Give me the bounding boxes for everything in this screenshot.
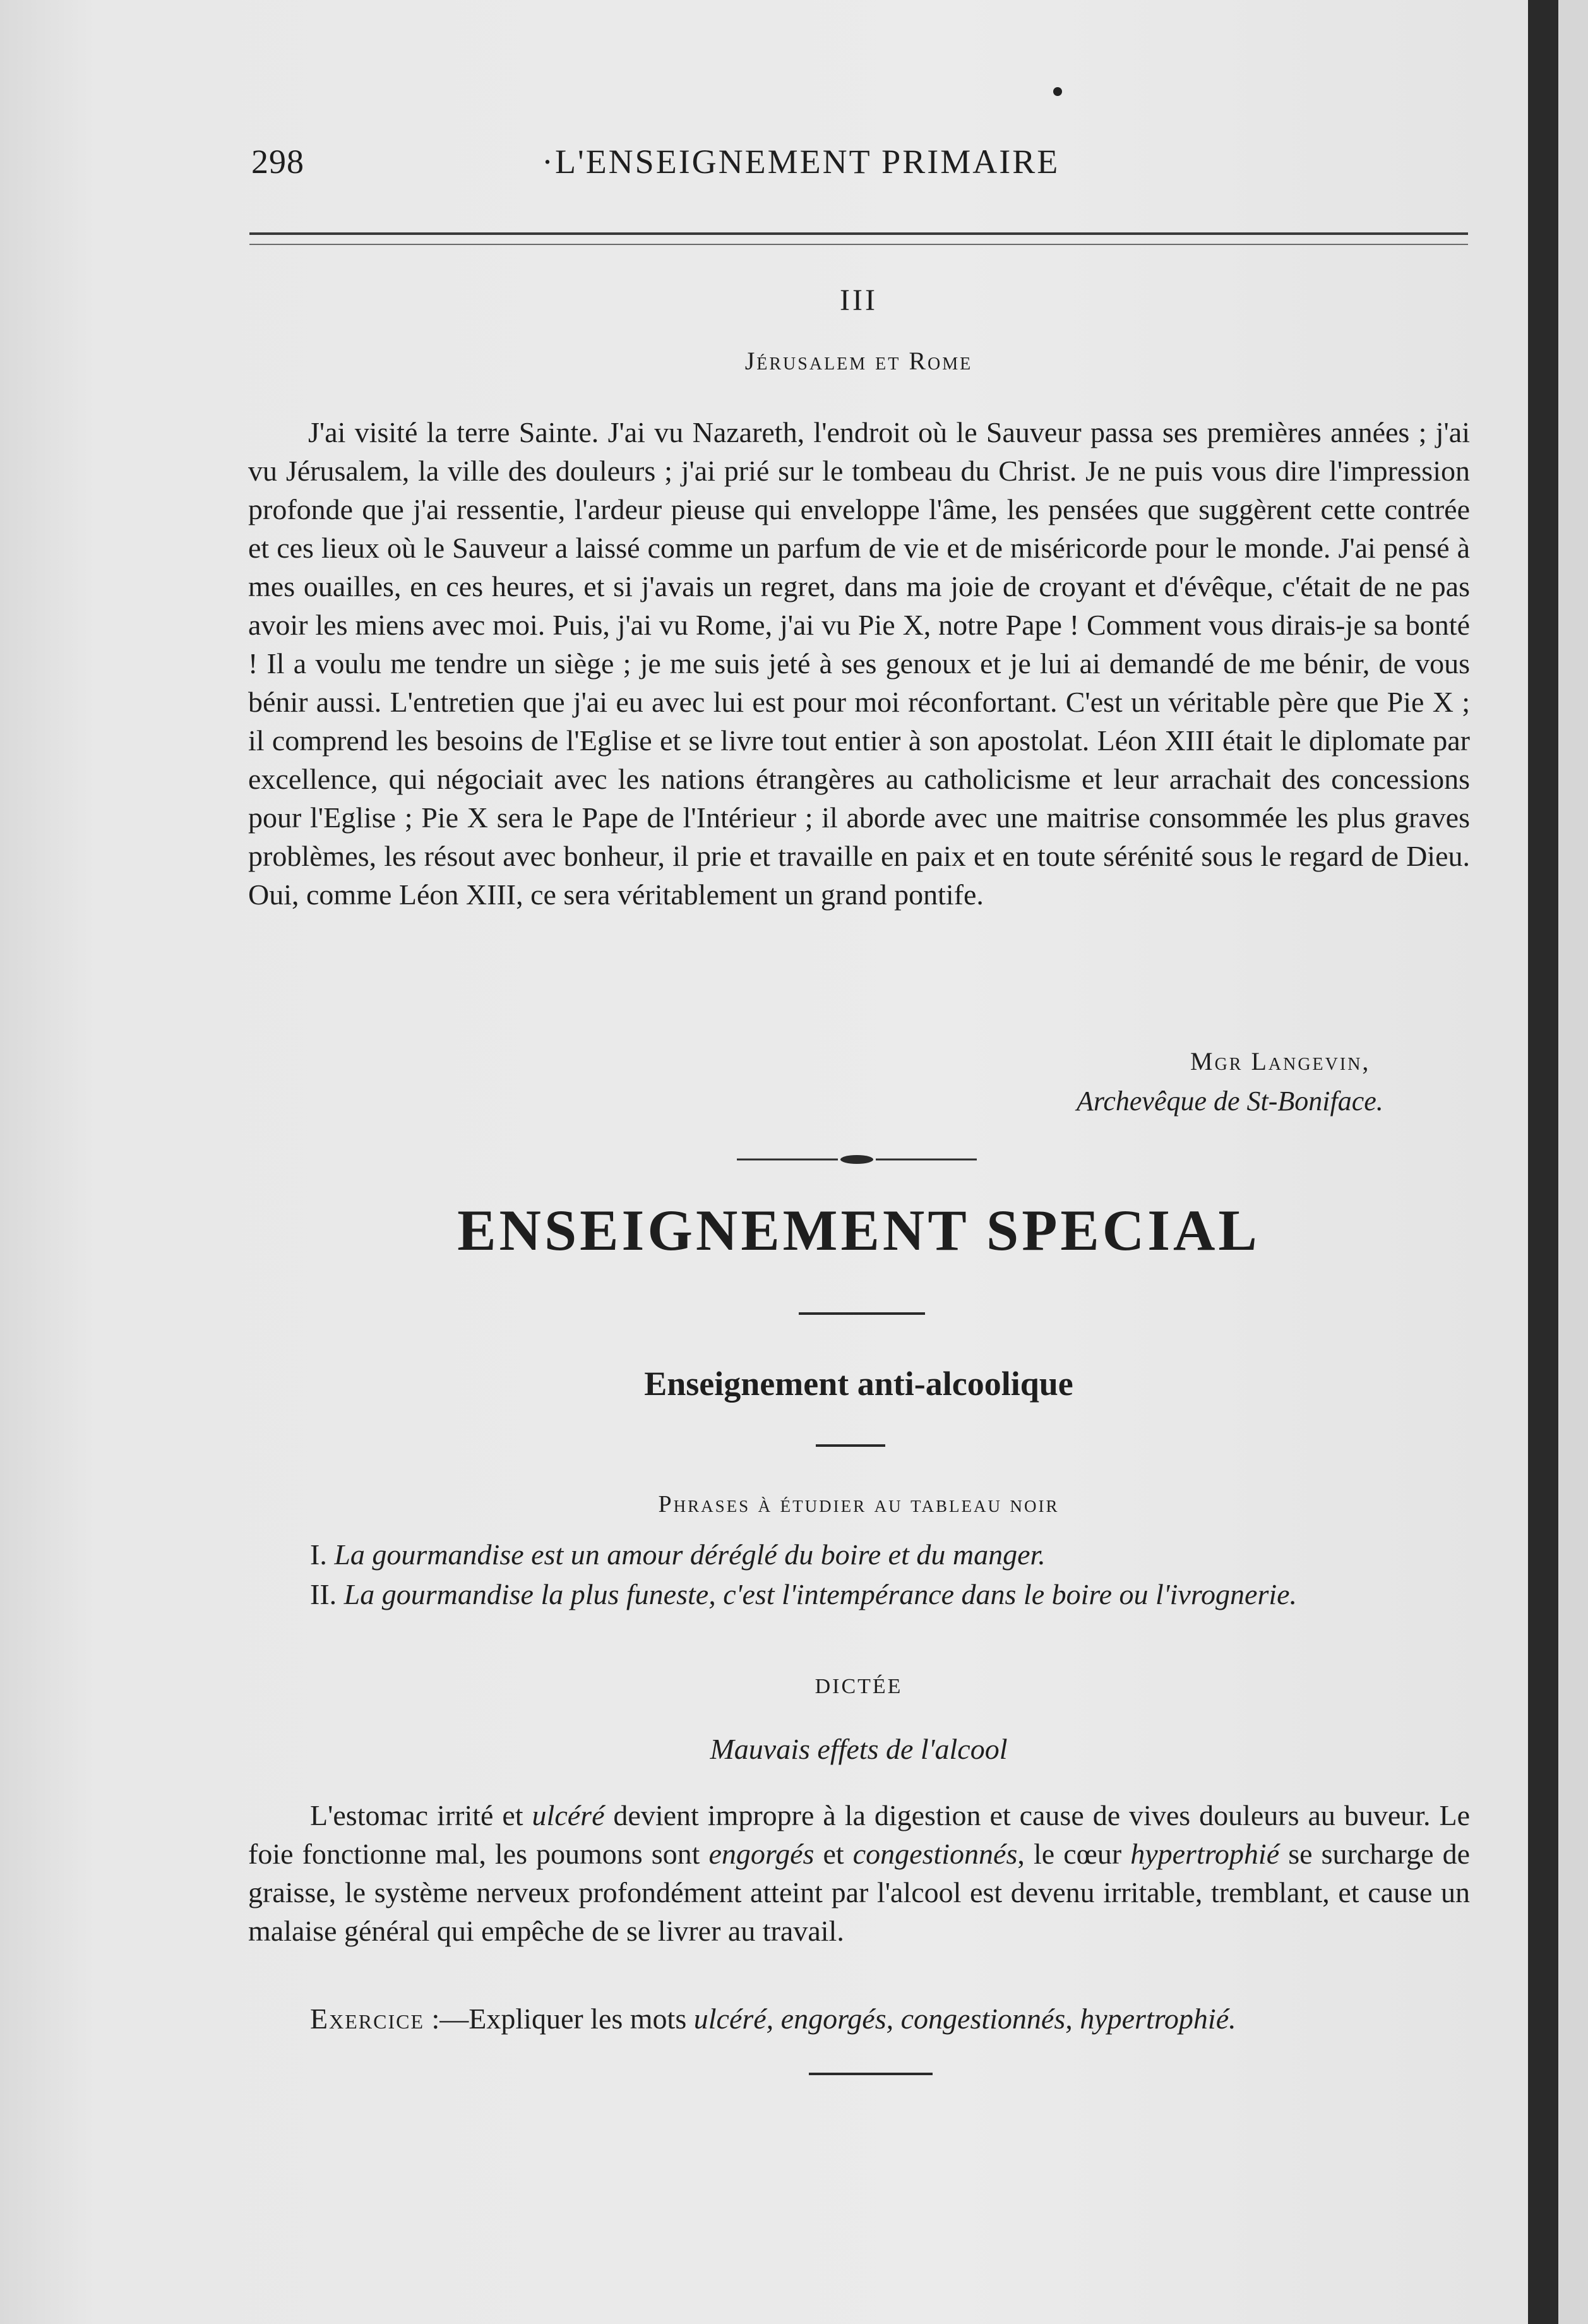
- dictee-title: Mauvais effets de l'alcool: [710, 1733, 1008, 1765]
- running-title: ·L'ENSEIGNEMENT PRIMAIRE: [542, 143, 1060, 181]
- signature-name: Mgr Langevin,: [1190, 1047, 1371, 1075]
- italic-word: ulcéré: [532, 1799, 605, 1831]
- exercise-line: [248, 1999, 1470, 2038]
- main-heading: ENSEIGNEMENT SPECIAL: [457, 1198, 1260, 1262]
- section-number: III: [840, 284, 878, 317]
- dictee-label: DICTÉE: [815, 1675, 903, 1698]
- scan-margin: [1558, 0, 1588, 2324]
- exercise-words: ulcéré, engorgés, congestionnés, hypertrophié.: [693, 2003, 1236, 2035]
- ink-dot: [1053, 87, 1062, 96]
- italic-word: hypertrophié: [1130, 1838, 1280, 1870]
- sub-heading: Enseignement anti-alcoolique: [644, 1365, 1073, 1403]
- phrase-item: [248, 1536, 1470, 1573]
- text-run: L'estomac irrité et: [310, 1799, 532, 1831]
- phrase-text: La gourmandise la plus funeste, c'est l'intempérance dans le boire ou l'ivrognerie.: [343, 1578, 1298, 1610]
- page-number: 298: [251, 143, 304, 181]
- text-run: se surcharge de graisse, le système nerveux profondément atteint par l'alcool est devenu irritable, tremblant, et cause un malaise général qui empêche de se livrer au travail.: [248, 1838, 1471, 1947]
- running-header: [251, 142, 1464, 186]
- dictee-paragraph: [248, 1796, 1470, 1950]
- text-run: devient impropre à la digestion et cause de vives douleurs au buveur. Le foie fonctionne mal, les poumons sont: [248, 1799, 1470, 1870]
- end-rule: [809, 2073, 933, 2075]
- text-run: et: [814, 1838, 853, 1870]
- text-run: , le cœur: [1017, 1838, 1131, 1870]
- phrase-number: II.: [310, 1578, 337, 1610]
- text-run: :—Expliquer les mots: [424, 2003, 694, 2035]
- letter-paragraph: J'ai visité la terre Sainte. J'ai vu Nazareth, l'endroit où le Sauveur passa ses premières années ; j'ai vu Jérusalem, la ville des douleurs ; j'ai prié sur le tombeau du Christ. Je ne puis vous dire l'impression profonde que j'ai ressentie, l'ardeur pieuse qui enveloppe l'âme, les pensées que suggèrent cette contrée et ces lieux où le Sauveur a laissé comme un parfum de vie et de miséricorde pour le monde. J'ai pensé à mes ouailles, en ces heures, et si j'avais un regret, dans ma joie de croyant et d'évêque, c'était de ne pas avoir les miens avec moi. Puis, j'ai vu Rome, j'ai vu Pie X, notre Pape ! Comment vous dirais-je sa bonté ! Il a voulu me tendre un siège ; je me suis jeté à ses genoux et je lui ai demandé de me bénir, de vous bénir aussi. L'entretien que j'ai eu avec lui est pour moi réconfortant. C'est un véritable père que Pie X ; il comprend les besoins de l'Eglise et se livre tout entier à son apostolat. Léon XIII était le diplomate par excellence, qui négociait avec les nations étrangères au catholicisme et leur arrachait des concessions pour l'Eglise ; Pie X sera le Pape de l'Intérieur ; il aborde avec une maitrise consommée les plus graves problèmes, les résout avec bonheur, il prie et travaille en paix et en toute sérénité sous le regard de Dieu. Oui, comme Léon XIII, ce sera véritablement un grand pontife.: [248, 416, 1470, 911]
- section-title: Jérusalem et Rome: [744, 347, 973, 375]
- phrase-item: [248, 1576, 1470, 1613]
- exercise-label: Exercice: [310, 2003, 424, 2035]
- ornament-divider: [737, 1153, 977, 1166]
- signature-title: Archevêque de St-Boniface.: [1077, 1086, 1383, 1117]
- italic-word: congestionnés: [852, 1838, 1018, 1870]
- phrase-number: I.: [310, 1538, 327, 1571]
- divider-rule: [799, 1312, 925, 1315]
- italic-word: engorgés: [708, 1838, 815, 1870]
- phrases-heading: Phrases à étudier au tableau noir: [658, 1491, 1060, 1518]
- divider-rule: [816, 1444, 885, 1447]
- phrase-text: La gourmandise est un amour déréglé du boire et du manger.: [334, 1538, 1046, 1571]
- page-edge-shadow: [1528, 0, 1558, 2324]
- header-rule: [249, 232, 1468, 245]
